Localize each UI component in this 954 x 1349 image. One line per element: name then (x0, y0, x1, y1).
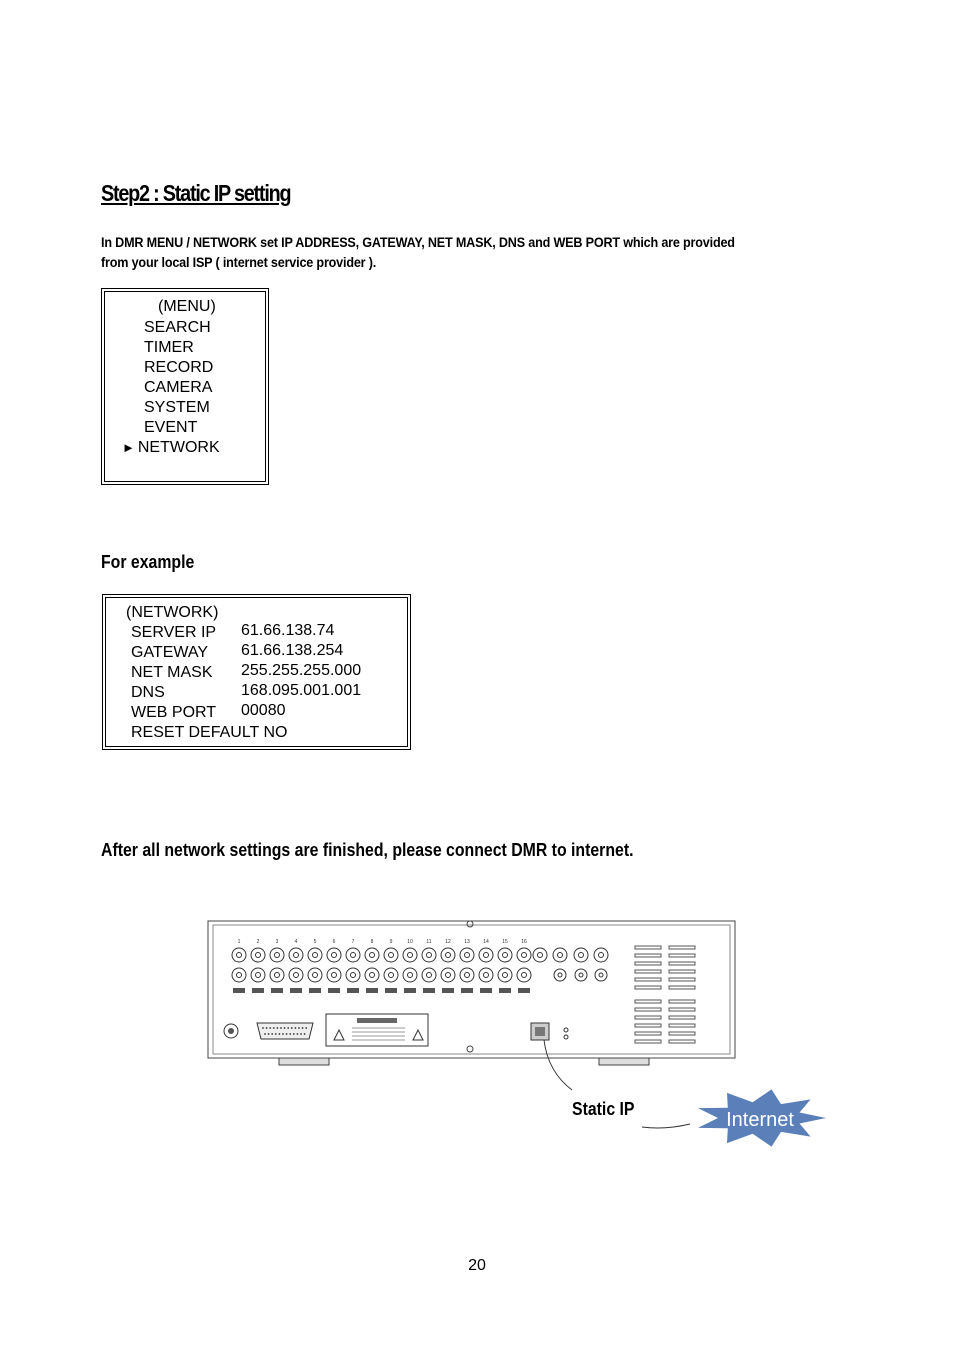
channel-number: 11 (426, 939, 432, 945)
channel-number: 14 (483, 939, 489, 945)
network-row-label: GATEWAY (131, 644, 209, 661)
menu-title: (MENU) (158, 298, 216, 315)
channel-number: 13 (464, 939, 470, 945)
channel-number: 3 (275, 939, 279, 945)
network-row-label: WEB PORT (131, 704, 217, 721)
static-ip-label: Static IP (572, 1099, 635, 1119)
channel-number: 2 (256, 939, 260, 945)
page-number: 20 (468, 1257, 486, 1274)
channel-number: 10 (407, 939, 413, 945)
menu-item-record: RECORD (144, 359, 214, 376)
network-row-value: 61.66.138.74 (241, 622, 335, 639)
selector-arrow-icon: ► (122, 440, 135, 455)
menu-item-camera: CAMERA (144, 379, 213, 396)
menu-item-event: EVENT (144, 419, 198, 436)
channel-number: 9 (389, 939, 393, 945)
channel-number: 4 (294, 939, 298, 945)
channel-number: 16 (521, 939, 527, 945)
menu-item-network-label: NETWORK (137, 439, 220, 456)
network-reset-row: RESET DEFAULT NO (131, 724, 288, 741)
channel-number: 8 (370, 939, 374, 945)
menu-item-search: SEARCH (144, 319, 211, 336)
network-row-value: 61.66.138.254 (241, 642, 344, 659)
network-row-value: 00080 (241, 702, 286, 719)
channel-number: 5 (313, 939, 317, 945)
intro-line-1: In DMR MENU / NETWORK set IP ADDRESS, GATEWAY, NET MASK, DNS and WEB PORT which are provided (101, 234, 735, 250)
channel-number: 1 (237, 939, 241, 945)
intro-line-2: from your local ISP ( internet service provider ). (101, 254, 377, 270)
menu-item-system: SYSTEM (144, 399, 210, 416)
channel-number: 7 (351, 939, 355, 945)
internet-burst-icon (692, 1088, 832, 1152)
network-row-label: DNS (131, 684, 165, 701)
network-row-label: NET MASK (131, 664, 213, 681)
after-text: After all network settings are finished, please connect DMR to internet. (101, 840, 634, 860)
channel-number: 6 (332, 939, 336, 945)
network-row-value: 255.255.255.000 (241, 662, 362, 679)
channel-number: 12 (445, 939, 451, 945)
menu-item-timer: TIMER (144, 339, 194, 356)
internet-label: Internet (726, 1109, 794, 1131)
network-row-value: 168.095.001.001 (241, 682, 362, 699)
network-row-label: SERVER IP (131, 624, 217, 641)
network-title: (NETWORK) (126, 604, 219, 621)
example-label: For example (101, 552, 195, 572)
channel-number: 15 (502, 939, 508, 945)
page-heading: Step2 : Static IP setting (101, 180, 291, 206)
